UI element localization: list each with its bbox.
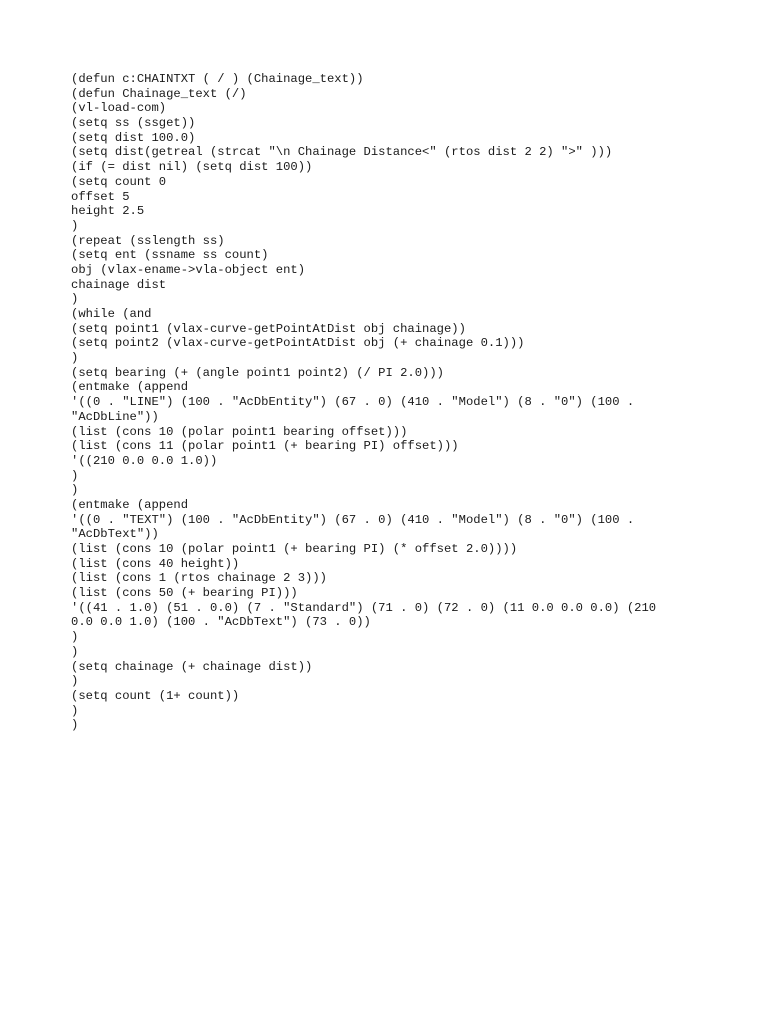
code-line: (list (cons 1 (rtos chainage 2 3))) xyxy=(71,571,327,586)
code-line: (while (and xyxy=(71,307,152,321)
code-line: (list (cons 10 (polar point1 (+ bearing PI) (* offset 2.0)))) xyxy=(71,542,518,556)
code-line: ) xyxy=(71,703,79,718)
code-line: (entmake (append xyxy=(71,497,189,512)
code-line: ) xyxy=(71,218,79,233)
code-line: '((0 . "TEXT") (100 . "AcDbEntity") (67 . 0) (410 . "Model") (8 . "0") (100 . xyxy=(71,512,635,527)
code-line: 0.0 0.0 1.0) (100 . "AcDbText") (73 . 0)) xyxy=(71,615,371,630)
code-line: chainage dist xyxy=(71,277,167,292)
code-line: (repeat (sslength ss) xyxy=(71,233,225,248)
code-line: ) xyxy=(71,674,79,689)
code-line: (list (cons 11 (polar point1 (+ bearing PI) offset))) xyxy=(71,439,459,454)
code-line: (setq ss (ssget)) xyxy=(71,116,196,131)
code-line: '((41 . 1.0) (51 . 0.0) (7 . "Standard") (71 . 0) (72 . 0) (11 0.0 0.0 0.0) (210 xyxy=(71,600,657,615)
code-line: (setq count (1+ count)) xyxy=(71,688,240,703)
code-line: ) xyxy=(71,630,79,645)
code-line: ) xyxy=(71,718,79,733)
code-line: height 2.5 xyxy=(71,204,145,219)
code-line: ) xyxy=(71,351,79,366)
code-line: (list (cons 10 (polar point1 bearing offset))) xyxy=(71,424,408,439)
code-line: (vl-load-com) xyxy=(71,101,167,116)
code-line: '((210 0.0 0.0 1.0)) xyxy=(71,453,218,468)
code-line: ) xyxy=(71,483,79,498)
code-line: ) xyxy=(71,292,79,307)
code-line: (setq ent (ssname ss count) xyxy=(71,248,269,263)
code-line: (defun c:CHAINTXT ( / ) (Chainage_text)) xyxy=(71,72,364,86)
lisp-code-block xyxy=(71,72,711,733)
code-line: (defun Chainage_text (/) xyxy=(71,86,247,101)
code-line: (setq point1 (vlax-curve-getPointAtDist obj chainage)) xyxy=(71,321,466,336)
code-line: (setq dist 100.0) xyxy=(71,130,196,145)
code-line: (setq dist(getreal (strcat "\n Chainage Distance<" (rtos dist 2 2) ">" ))) xyxy=(71,145,613,160)
code-line: (setq point2 (vlax-curve-getPointAtDist obj (+ chainage 0.1))) xyxy=(71,336,525,351)
code-line: ) xyxy=(71,644,79,659)
code-line: (setq bearing (+ (angle point1 point2) (/ PI 2.0))) xyxy=(71,365,444,380)
code-line: "AcDbText")) xyxy=(71,527,159,542)
code-line: (list (cons 50 (+ bearing PI))) xyxy=(71,586,298,601)
code-line: (list (cons 40 height)) xyxy=(71,556,240,571)
code-line: (setq chainage (+ chainage dist)) xyxy=(71,659,313,674)
code-line: ) xyxy=(71,468,79,483)
code-line: (if (= dist nil) (setq dist 100)) xyxy=(71,160,313,175)
code-line: (setq count 0 xyxy=(71,174,167,189)
code-line: (entmake (append xyxy=(71,380,189,395)
code-line: '((0 . "LINE") (100 . "AcDbEntity") (67 . 0) (410 . "Model") (8 . "0") (100 . xyxy=(71,395,635,410)
code-line: "AcDbLine")) xyxy=(71,409,159,424)
code-line: obj (vlax-ename->vla-object ent) xyxy=(71,262,306,277)
code-line: offset 5 xyxy=(71,189,130,204)
